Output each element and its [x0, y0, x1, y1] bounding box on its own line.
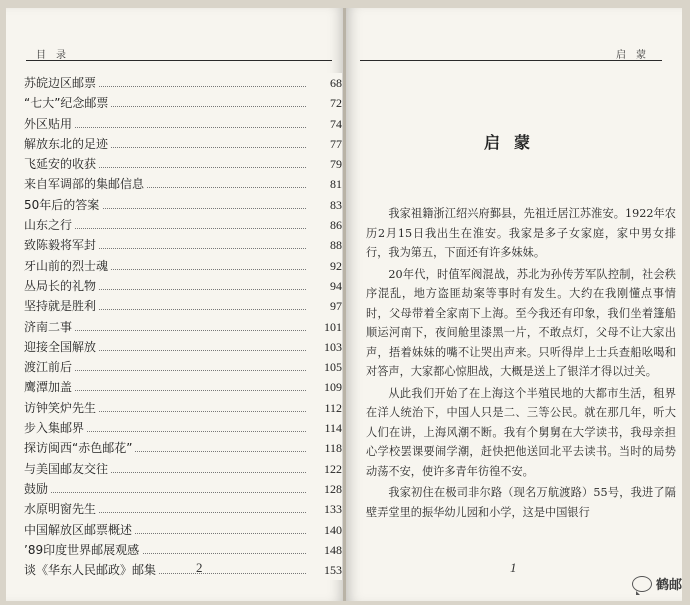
toc-entry-title: 50年后的答案: [24, 195, 102, 215]
header-rule-left: [26, 60, 332, 61]
toc-entry: [24, 134, 342, 154]
page-number-left: 2: [196, 560, 203, 575]
toc-entry-title: 水原明窗先生: [24, 499, 99, 519]
toc-entry-page: 114: [308, 418, 342, 438]
toc-entry-page: 140: [308, 520, 342, 540]
toc-entry-title: 飞延安的收获: [24, 154, 99, 174]
toc-entry: [24, 174, 342, 194]
toc-entry-page: 112: [308, 398, 342, 418]
toc-entry: [24, 296, 342, 316]
chapter-body: [366, 204, 676, 524]
table-of-contents: [24, 73, 342, 580]
toc-entry: [24, 438, 342, 458]
toc-entry-page: 72: [308, 93, 342, 113]
toc-entry: [24, 499, 342, 519]
toc-entry-page: 74: [308, 114, 342, 134]
toc-entry-title: “七大”纪念邮票: [24, 93, 111, 113]
chat-bubble-icon: [632, 576, 652, 592]
toc-entry-page: 118: [308, 438, 342, 458]
toc-entry: [24, 398, 342, 418]
toc-entry-title: 鼓励: [24, 479, 51, 499]
toc-entry: [24, 520, 342, 540]
toc-entry-page: 79: [308, 154, 342, 174]
chapter-title: 启蒙: [483, 133, 544, 152]
toc-entry-page: 105: [308, 357, 342, 377]
body-paragraph: 我家祖籍浙江绍兴府鄞县，先祖迁居江苏淮安。1922年农历2月15日我出生在淮安。我家是多子女家庭，家中男女排行，我为第五，下面还有许多妹妹。: [366, 207, 676, 259]
running-head-right: 启蒙: [616, 50, 656, 61]
toc-entry-title: 牙山前的烈士魂: [24, 256, 111, 276]
toc-entry: [24, 114, 342, 134]
toc-entry-title: 鹰潭加盖: [24, 377, 75, 397]
toc-entry: [24, 337, 342, 357]
toc-entry-title: 外区贴用: [24, 114, 75, 134]
toc-entry-page: 94: [308, 276, 342, 296]
toc-entry-title: 苏皖边区邮票: [24, 73, 99, 93]
toc-entry-page: 122: [308, 459, 342, 479]
page-number-right: 1: [510, 560, 517, 575]
toc-entry-title: 探访闽西“赤色邮花”: [24, 438, 135, 458]
toc-entry-title: 渡江前后: [24, 357, 75, 377]
toc-entry: [24, 418, 342, 438]
toc-entry: [24, 540, 342, 560]
toc-entry-page: 83: [308, 195, 342, 215]
body-paragraph: 我家初住在极司非尔路（现名万航渡路）55号，我进了隔壁弄堂里的振华幼儿园和小学，这是中国银行: [366, 486, 676, 519]
toc-entry-title: 山东之行: [24, 215, 75, 235]
toc-entry-page: 68: [308, 73, 342, 93]
toc-dot-leader: [28, 492, 306, 493]
toc-entry-page: 77: [308, 134, 342, 154]
toc-entry-page: 86: [308, 215, 342, 235]
toc-entry-title: 解放东北的足迹: [24, 134, 111, 154]
header-rule-right: [360, 60, 662, 61]
toc-entry-title: 中国解放区邮票概述: [24, 520, 135, 540]
toc-entry-page: 103: [308, 337, 342, 357]
toc-entry-page: 97: [308, 296, 342, 316]
toc-entry: [24, 459, 342, 479]
toc-entry-title: 致陈毅将军封: [24, 235, 99, 255]
toc-entry-page: 128: [308, 479, 342, 499]
body-paragraph: 从此我们开始了在上海这个半殖民地的大都市生活，租界在洋人统治下，中国人只是二、三等公民。就在那几年，听大人们在讲，上海风潮不断。我有个舅舅在大学读书，我母亲担心学校罢课要闹学潮，赶快把他送回北平去读书。当时的局势动荡不安，使许多青年彷徨不安。: [366, 386, 676, 478]
toc-entry-page: 153: [308, 560, 342, 580]
toc-entry: [24, 377, 342, 397]
watermark-text: 鹤邮: [655, 578, 682, 593]
toc-entry-title: 丛局长的礼物: [24, 276, 99, 296]
toc-entry: [24, 357, 342, 377]
toc-entry: [24, 256, 342, 276]
toc-entry-page: 109: [308, 377, 342, 397]
toc-entry-page: 148: [308, 540, 342, 560]
watermark: [632, 574, 682, 593]
toc-entry: [24, 195, 342, 215]
toc-entry: [24, 276, 342, 296]
toc-entry: [24, 235, 342, 255]
toc-entry-page: 101: [308, 317, 342, 337]
toc-entry-title: 谈《华东人民邮政》邮集: [24, 560, 159, 580]
toc-entry-title: 来自军调部的集邮信息: [24, 174, 147, 194]
toc-entry-title: 与美国邮友交往: [24, 459, 111, 479]
right-page: [346, 8, 682, 601]
toc-entry-title: 步入集邮界: [24, 418, 87, 438]
toc-entry: [24, 479, 342, 499]
toc-entry: [24, 317, 342, 337]
toc-entry-page: 133: [308, 499, 342, 519]
toc-entry: [24, 215, 342, 235]
running-head-left: 目录: [36, 50, 76, 61]
toc-entry: [24, 73, 342, 93]
toc-entry-page: 92: [308, 256, 342, 276]
toc-entry: [24, 560, 342, 580]
body-paragraph: 20年代，时值军阀混战，苏北为孙传芳军队控制，社会秩序混乱，地方盗匪劫案等事时有发生。大约在我刚懂点事情时，父母带着全家南下上海。至今我还有印象，我们坐着篷船顺运河南下，夜间舱里漆黑一片，不敢点灯，父母不让大家出声，捂着妹妹的嘴不让哭出声来。只听得岸上士兵查船吆喝和对答声，大家都心惊胆战，大概是送上了银洋才得以过关。: [366, 267, 676, 378]
toc-entry-title: 迎接全国解放: [24, 337, 99, 357]
toc-entry-page: 88: [308, 235, 342, 255]
toc-entry: [24, 93, 342, 113]
toc-entry-title: ’89印度世界邮展观感: [24, 540, 142, 560]
toc-entry-title: 访钟笑炉先生: [24, 398, 99, 418]
left-page: [6, 8, 344, 601]
toc-entry-page: 81: [308, 174, 342, 194]
toc-entry-title: 济南二事: [24, 317, 75, 337]
toc-entry-title: 坚持就是胜利: [24, 296, 99, 316]
toc-entry: [24, 154, 342, 174]
